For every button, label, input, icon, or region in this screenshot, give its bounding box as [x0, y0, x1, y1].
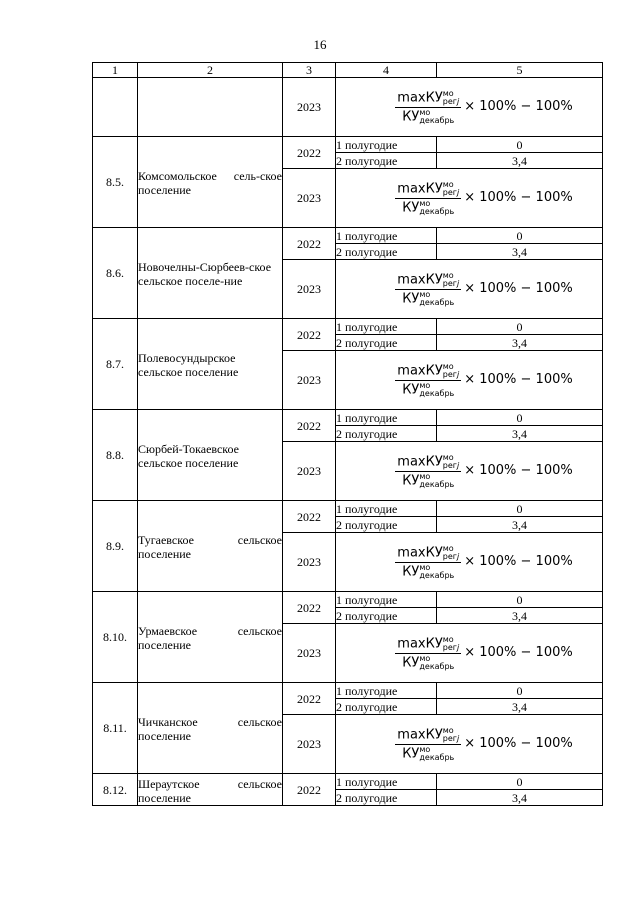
- formula-denominator: [400, 654, 456, 671]
- formula-numerator-sub-var: j: [456, 733, 460, 743]
- formula-fraction: [395, 272, 461, 307]
- formula-denominator-base: КУ: [402, 655, 420, 670]
- formula: [336, 454, 602, 489]
- header-cell: 5: [437, 63, 603, 78]
- formula-fraction: [395, 363, 461, 398]
- half-year-label: 2 полугодие: [336, 426, 437, 442]
- formula-numerator-sup: мо: [442, 634, 454, 644]
- formula-denominator-base: КУ: [402, 382, 420, 397]
- table-row: [93, 137, 603, 153]
- formula-denominator-sub: декабрь: [419, 297, 455, 307]
- formula-numerator-base: maxКУ: [397, 272, 443, 287]
- formula-numerator-sub: рег: [442, 96, 457, 106]
- year-cell: 2023: [283, 260, 336, 319]
- half-year-value: 3,4: [437, 244, 603, 260]
- half-year-label: 1 полугодие: [336, 774, 437, 790]
- half-year-label: 1 полугодие: [336, 228, 437, 244]
- half-year-value: 0: [437, 683, 603, 699]
- formula-numerator-indices: [443, 90, 459, 106]
- formula-cell: [336, 78, 603, 137]
- formula-cell: [336, 442, 603, 501]
- formula-denominator: [400, 108, 456, 125]
- half-year-value: 0: [437, 592, 603, 608]
- half-year-value: 0: [437, 319, 603, 335]
- year-cell: 2022: [283, 683, 336, 715]
- formula-numerator: [395, 454, 461, 472]
- year-cell: 2022: [283, 592, 336, 624]
- year-cell: 2023: [283, 715, 336, 774]
- formula-tail: × 100% − 100%: [464, 736, 573, 751]
- formula-numerator: [395, 272, 461, 290]
- formula-numerator-sup: мо: [442, 361, 454, 371]
- year-cell: 2022: [283, 501, 336, 533]
- formula-numerator-sub-var: j: [456, 96, 460, 106]
- settlement-name: Сюрбей-Токаевское сельское поселение: [138, 442, 240, 470]
- formula-numerator-base: maxКУ: [397, 363, 443, 378]
- formula: [336, 272, 602, 307]
- formula-cell: [336, 624, 603, 683]
- settlement-name-cell: [138, 774, 283, 806]
- formula-numerator-sub-group: [443, 280, 459, 288]
- half-year-value: 3,4: [437, 335, 603, 351]
- formula-denominator-base: КУ: [402, 200, 420, 215]
- year-cell: 2022: [283, 319, 336, 351]
- header-cell: 2: [138, 63, 283, 78]
- table-row: [93, 319, 603, 335]
- formula-denominator-indices: [419, 564, 454, 580]
- settlement-name: Шераутское сельское поселение: [138, 776, 282, 805]
- formula-denominator-sup: мо: [419, 289, 431, 299]
- half-year-value: 3,4: [437, 517, 603, 533]
- formula-denominator-sub: декабрь: [419, 115, 455, 125]
- year-cell: 2023: [283, 351, 336, 410]
- formula: [336, 363, 602, 398]
- formula-numerator-sup: мо: [442, 543, 454, 553]
- formula: [336, 181, 602, 216]
- formula-denominator-sub: декабрь: [419, 388, 455, 398]
- formula-numerator-sup: мо: [442, 452, 454, 462]
- row-number-cell: 8.5.: [93, 137, 138, 228]
- table-row: [93, 228, 603, 244]
- year-cell: 2023: [283, 624, 336, 683]
- formula-tail: × 100% − 100%: [464, 372, 573, 387]
- formula-tail: × 100% − 100%: [464, 645, 573, 660]
- half-year-value: 0: [437, 774, 603, 790]
- formula-denominator-sup: мо: [419, 107, 431, 117]
- settlement-name-cell: [138, 137, 283, 228]
- settlement-name-cell: [138, 683, 283, 774]
- formula-numerator-sub-group: [443, 189, 459, 197]
- half-year-label: 2 полугодие: [336, 517, 437, 533]
- year-cell: 2022: [283, 410, 336, 442]
- table-row-lead: [93, 78, 603, 137]
- formula-denominator-sup: мо: [419, 380, 431, 390]
- formula: [336, 545, 602, 580]
- settlement-name: Комсомольское сель-ское поселение: [138, 169, 282, 197]
- year-cell: 2023: [283, 442, 336, 501]
- formula-denominator-base: КУ: [402, 109, 420, 124]
- formula-denominator-indices: [419, 382, 454, 398]
- formula-cell: [336, 260, 603, 319]
- settlement-name-cell: [138, 78, 283, 137]
- formula-denominator-sup: мо: [419, 198, 431, 208]
- half-year-label: 2 полугодие: [336, 153, 437, 169]
- formula-denominator-indices: [419, 109, 454, 125]
- formula-numerator-base: maxКУ: [397, 636, 443, 651]
- formula-numerator-sub-group: [443, 735, 459, 743]
- header-cell: 4: [336, 63, 437, 78]
- row-number-cell: 8.8.: [93, 410, 138, 501]
- table-header-row: [93, 63, 603, 78]
- formula-numerator-sub-group: [443, 462, 459, 470]
- formula-denominator-indices: [419, 291, 454, 307]
- formula-denominator-indices: [419, 746, 454, 762]
- half-year-value: 0: [437, 501, 603, 517]
- half-year-value: 0: [437, 410, 603, 426]
- settlement-name-cell: [138, 228, 283, 319]
- formula-denominator-sub: декабрь: [419, 752, 455, 762]
- settlement-name-cell: [138, 410, 283, 501]
- settlement-name-cell: [138, 501, 283, 592]
- half-year-value: 3,4: [437, 790, 603, 806]
- formula-tail: × 100% − 100%: [464, 281, 573, 296]
- formula-denominator-base: КУ: [402, 473, 420, 488]
- half-year-value: 0: [437, 137, 603, 153]
- formula-tail: × 100% − 100%: [464, 554, 573, 569]
- formula-denominator-base: КУ: [402, 746, 420, 761]
- formula-numerator: [395, 636, 461, 654]
- formula-denominator-indices: [419, 655, 454, 671]
- formula-numerator-sub-group: [443, 98, 459, 106]
- formula-fraction: [395, 636, 461, 671]
- half-year-label: 2 полугодие: [336, 790, 437, 806]
- half-year-value: 3,4: [437, 699, 603, 715]
- table-row: [93, 410, 603, 426]
- formula-denominator-sup: мо: [419, 471, 431, 481]
- formula-cell: [336, 533, 603, 592]
- settlement-name: Тугаевское сельское поселение: [138, 533, 282, 561]
- row-number-cell: [93, 78, 138, 137]
- formula-numerator: [395, 545, 461, 563]
- year-cell: 2023: [283, 533, 336, 592]
- formula-numerator: [395, 727, 461, 745]
- formula-numerator-sub-var: j: [456, 369, 460, 379]
- formula-numerator-indices: [443, 181, 459, 197]
- formula-numerator-sub-var: j: [456, 460, 460, 470]
- formula-denominator: [400, 472, 456, 489]
- half-year-label: 1 полугодие: [336, 137, 437, 153]
- settlement-name-cell: [138, 592, 283, 683]
- formula-numerator: [395, 90, 461, 108]
- settlement-name: Чичканское сельское поселение: [138, 715, 282, 743]
- half-year-label: 1 полугодие: [336, 319, 437, 335]
- settlement-name: Полевосундырское сельское поселение: [138, 351, 239, 379]
- formula-denominator-sub: декабрь: [419, 479, 455, 489]
- formula-numerator-sub: рег: [442, 278, 457, 288]
- formula-numerator-indices: [443, 727, 459, 743]
- formula-cell: [336, 169, 603, 228]
- formula-denominator-sup: мо: [419, 744, 431, 754]
- half-year-label: 1 полугодие: [336, 501, 437, 517]
- year-cell: 2023: [283, 169, 336, 228]
- formula: [336, 636, 602, 671]
- half-year-label: 1 полугодие: [336, 410, 437, 426]
- row-number-cell: 8.7.: [93, 319, 138, 410]
- row-number-cell: 8.11.: [93, 683, 138, 774]
- formula-numerator-base: maxКУ: [397, 181, 443, 196]
- row-number-cell: 8.6.: [93, 228, 138, 319]
- formula-denominator-base: КУ: [402, 291, 420, 306]
- formula-numerator-indices: [443, 636, 459, 652]
- formula-denominator: [400, 563, 456, 580]
- formula-tail: × 100% − 100%: [464, 463, 573, 478]
- formula-denominator-sup: мо: [419, 562, 431, 572]
- year-cell: 2022: [283, 137, 336, 169]
- half-year-label: 2 полугодие: [336, 699, 437, 715]
- half-year-value: 3,4: [437, 426, 603, 442]
- formula-fraction: [395, 90, 461, 125]
- half-year-label: 2 полугодие: [336, 244, 437, 260]
- formula-denominator-indices: [419, 473, 454, 489]
- formula-denominator: [400, 290, 456, 307]
- settlement-name-cell: [138, 319, 283, 410]
- formula: [336, 90, 602, 125]
- half-year-label: 1 полугодие: [336, 592, 437, 608]
- formula-numerator-base: maxКУ: [397, 90, 443, 105]
- row-number-cell: 8.12.: [93, 774, 138, 806]
- formula-numerator-base: maxКУ: [397, 727, 443, 742]
- formula-numerator-sup: мо: [442, 725, 454, 735]
- half-year-label: 2 полугодие: [336, 608, 437, 624]
- formula-denominator-sub: декабрь: [419, 570, 455, 580]
- formula-numerator-sub-group: [443, 371, 459, 379]
- formula-denominator: [400, 199, 456, 216]
- formula-numerator-sup: мо: [442, 88, 454, 98]
- formula-fraction: [395, 181, 461, 216]
- formula-numerator-sub: рег: [442, 551, 457, 561]
- formula-denominator: [400, 745, 456, 762]
- formula-numerator: [395, 181, 461, 199]
- page-number: 16: [313, 37, 327, 52]
- formula-numerator-sup: мо: [442, 179, 454, 189]
- table-row: [93, 501, 603, 517]
- formula-numerator-sub-group: [443, 644, 459, 652]
- formula-tail: × 100% − 100%: [464, 99, 573, 114]
- header-cell: 3: [283, 63, 336, 78]
- formula-numerator-sub: рег: [442, 460, 457, 470]
- formula-numerator-sub: рег: [442, 642, 457, 652]
- settlement-name: Новочелны-Сюрбеев-ское сельское поселе-ние: [138, 260, 272, 288]
- formula-cell: [336, 715, 603, 774]
- row-number-cell: 8.10.: [93, 592, 138, 683]
- formula-numerator-indices: [443, 363, 459, 379]
- year-cell: 2023: [283, 78, 336, 137]
- formula-numerator-base: maxКУ: [397, 545, 443, 560]
- formula-numerator-sub: рег: [442, 369, 457, 379]
- formula-denominator-sup: мо: [419, 653, 431, 663]
- formula-numerator-sub-group: [443, 553, 459, 561]
- formula-fraction: [395, 454, 461, 489]
- formula-numerator-sub: рег: [442, 733, 457, 743]
- formula-numerator-sup: мо: [442, 270, 454, 280]
- half-year-label: 1 полугодие: [336, 683, 437, 699]
- formula-denominator-sub: декабрь: [419, 661, 455, 671]
- formula-tail: × 100% − 100%: [464, 190, 573, 205]
- settlement-name: Урмаевское сельское поселение: [138, 624, 282, 652]
- table-row: [93, 592, 603, 608]
- formula-denominator-sub: декабрь: [419, 206, 455, 216]
- formula-numerator-sub-var: j: [456, 187, 460, 197]
- half-year-value: 3,4: [437, 153, 603, 169]
- formula-numerator-sub-var: j: [456, 551, 460, 561]
- formula-cell: [336, 351, 603, 410]
- formula-numerator-base: maxКУ: [397, 454, 443, 469]
- formula-fraction: [395, 545, 461, 580]
- data-table: [92, 62, 603, 806]
- formula-numerator-indices: [443, 272, 459, 288]
- formula-numerator-sub: рег: [442, 187, 457, 197]
- table-row: [93, 774, 603, 790]
- year-cell: 2022: [283, 228, 336, 260]
- year-cell: 2022: [283, 774, 336, 806]
- formula-denominator-base: КУ: [402, 564, 420, 579]
- half-year-value: 3,4: [437, 608, 603, 624]
- formula-denominator-indices: [419, 200, 454, 216]
- formula-numerator: [395, 363, 461, 381]
- formula-numerator-indices: [443, 454, 459, 470]
- half-year-value: 0: [437, 228, 603, 244]
- formula-numerator-sub-var: j: [456, 642, 460, 652]
- formula-fraction: [395, 727, 461, 762]
- half-year-label: 2 полугодие: [336, 335, 437, 351]
- formula-numerator-sub-var: j: [456, 278, 460, 288]
- header-cell: 1: [93, 63, 138, 78]
- row-number-cell: 8.9.: [93, 501, 138, 592]
- formula-numerator-indices: [443, 545, 459, 561]
- formula: [336, 727, 602, 762]
- formula-denominator: [400, 381, 456, 398]
- table-row: [93, 683, 603, 699]
